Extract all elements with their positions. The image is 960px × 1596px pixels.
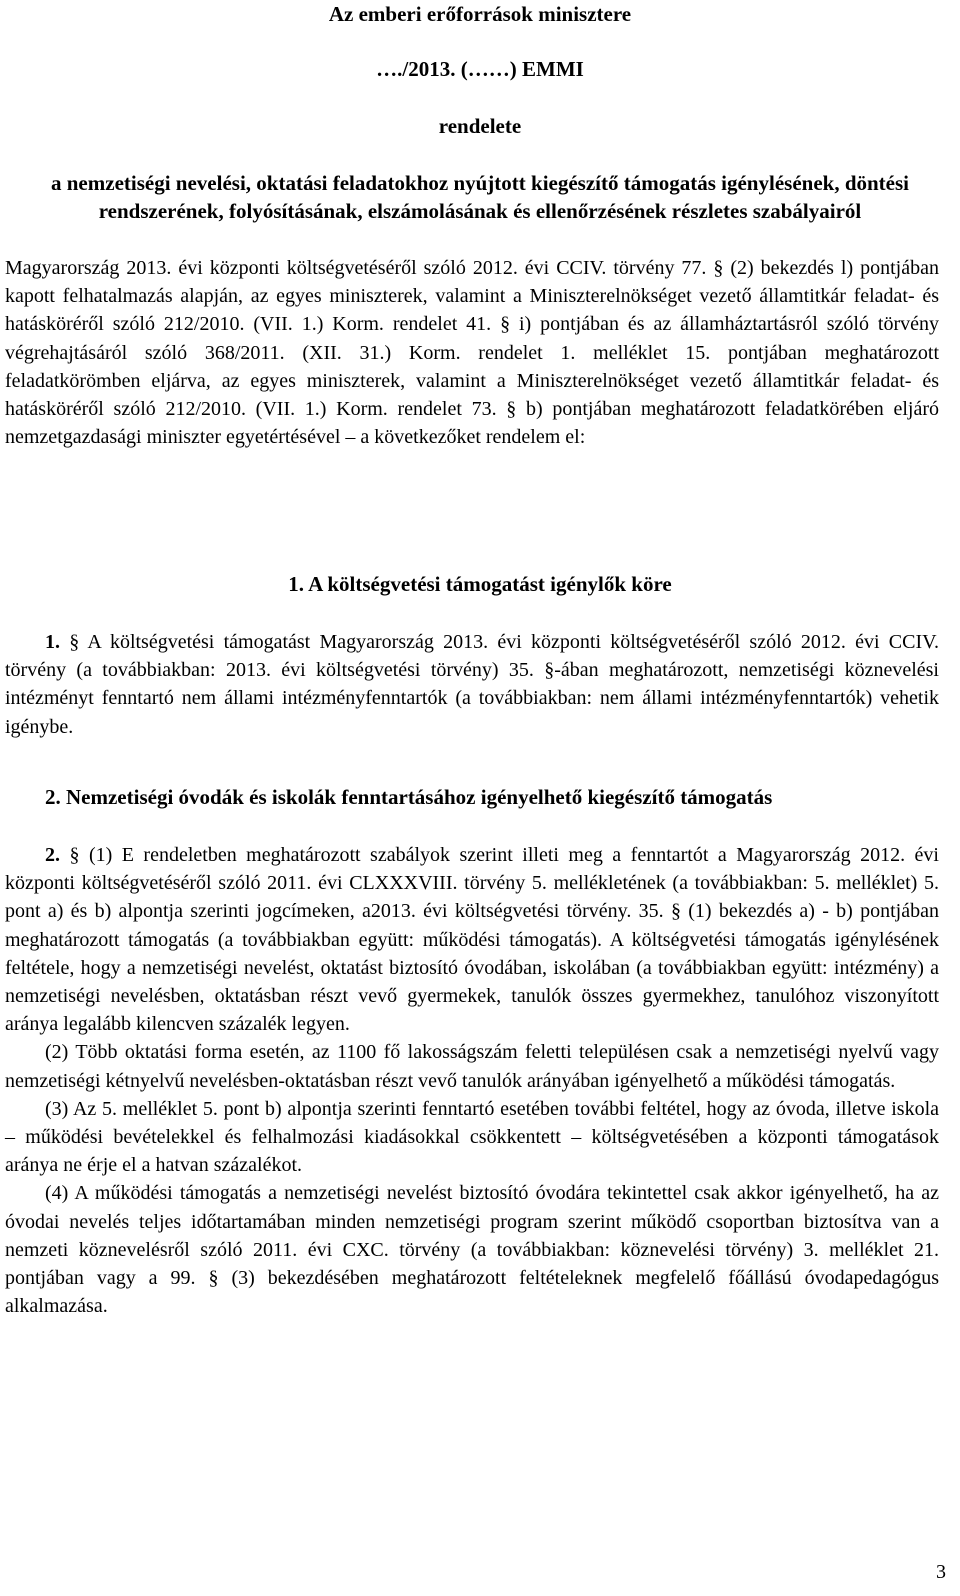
paragraph-2-4: (4) A működési támogatás a nemzetiségi nevelést biztosító óvodára tekintettel csak akkor igényelhető, ha az óvodai nevelés teljes időtartamában minden nemzetiségi program szerint működő csoportban biztosítva van a nemzeti köznevelésről szóló 2011. évi CXC. törvény (a továbbiakban: köznevelési törvény) 3. melléklet 21. pontjában vagy a 99. § (3) bekezdésében meghatározott feltételeknek megfelelő főállású óvodapedagógus alkalmazása. [5,1182,939,1318]
page-number: 3 [936,1561,946,1583]
paragraph-1-text: § A költségvetési támogatást Magyarország 2013. évi központi költségvetéséről szóló 2012. évi CCIV. törvény (a továbbiakban: 2013. évi költségvetési törvény) 35. §-ában meghatározott, nemzetiségi köznevelési intézményt fenntartó nem állami intézményfenntartók (a továbbiakban: nem állami intézményfenntartók) vehetik igénybe. [5,631,939,738]
paragraph-1 [5,628,939,741]
decree-number: …./2013. (……) EMMI [376,57,584,81]
decree-subject: a nemzetiségi nevelési, oktatási feladatokhoz nyújtott kiegészítő támogatás igénylésének, döntési rendszerének, folyósításának, elszámolásának és ellenőrzésének részletes szabályairól [51,171,909,223]
section-2-heading: 2. Nemzetiségi óvodák és iskolák fenntartásához igényelhető kiegészítő támogatás [45,785,773,809]
paragraph-2-3: (3) Az 5. melléklet 5. pont b) alpontja szerinti fenntartó esetében további feltétel, hogy az óvoda, illetve iskola – működési bevételekkel és felhalmozási kiadásokkal csökkentett – költségvetésében a központi támogatások aránya ne érje el a hatvan százalékot. [5,1097,939,1177]
paragraph-2-2: (2) Több oktatási forma esetén, az 1100 fő lakosságszám feletti településen csak a nemzetiségi nyelvű vagy nemzetiségi kétnyelvű nevelésben-oktatásban részt vevő tanulók arányában igényelhető a működési támogatás. [5,1041,939,1092]
section-2-body [5,841,939,1320]
ministry-title: Az emberi erőforrások minisztere [328,2,632,26]
paragraph-2-1-text: § (1) E rendeletben meghatározott szabályok szerint illeti meg a fenntartót a Magyarország 2012. évi központi költségvetéséről szóló 2011. évi CLXXXVIII. törvény 5. mellékletének (a továbbiakban: 5. melléklet) 5. pont a) és b) alpontja szerinti jogcímeken, a2013. évi költségvetési törvény. 35. § (1) bekezdés a) - b) pontjában meghatározott támogatás (a továbbiakban együtt: működési támogatás). A költségvetési támogatás igénylésének feltétele, hogy a nemzetiségi nevelést, oktatást biztosító óvodában, iskolában (a továbbiakban együtt: intézmény) a nemzetiségi nevelésben, oktatásban részt vevő gyermekek, tanulók összes gyermekhez, tanulóhoz viszonyított aránya legalább kilencven százalék legyen. [5,844,939,1036]
decree-type: rendelete [438,114,522,138]
paragraph-1-number: 1. [45,631,60,653]
section-1-heading: 1. A költségvetési támogatást igénylők köre [288,572,672,596]
paragraph-2-1 [5,841,939,1038]
section-1-body [5,628,939,741]
preamble-text: Magyarország 2013. évi központi költségvetéséről szóló 2012. évi CCIV. törvény 77. § (2) bekezdés l) pontjában kapott felhatalmazás alapján, az egyes miniszterek, valamint a Miniszterelnökséget vezető államtitkár feladat- és hatásköréről szóló 212/2010. (VII. 1.) Korm. rendelet 41. § i) pontjában és az államháztartásról szóló törvény végrehajtásáról szóló 368/2011. (XII. 31.) Korm. rendelet 1. melléklet 15. pontjában meghatározott feladatkörömben eljárva, az egyes miniszterek, valamint a Miniszterelnökséget vezető államtitkár feladat- és hatásköréről szóló 212/2010. (VII. 1.) Korm. rendelet 73. § b) pontjában meghatározott feladatkörében eljáró nemzetgazdasági miniszter egyetértésével – a következőket rendelem el: [5,257,939,449]
paragraph-2-number: 2. [45,844,60,866]
preamble [5,254,939,451]
